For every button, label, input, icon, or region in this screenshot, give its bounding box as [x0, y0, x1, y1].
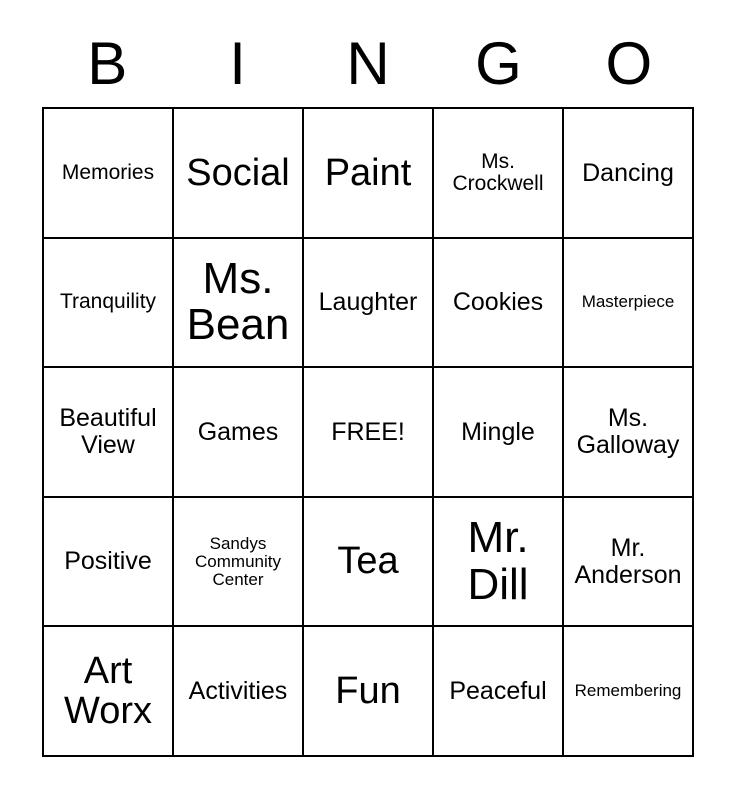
bingo-cell[interactable]: [564, 239, 694, 369]
bingo-cell-label: Ms. Galloway: [576, 404, 680, 459]
bingo-cell[interactable]: [174, 368, 304, 498]
bingo-cell[interactable]: [304, 627, 434, 757]
bingo-cell-free[interactable]: [304, 368, 434, 498]
bingo-cell[interactable]: [304, 239, 434, 369]
bingo-header: [42, 28, 694, 100]
bingo-cell-label: Ms. Bean: [186, 253, 290, 350]
bingo-cell-label: Tranquility: [59, 290, 157, 314]
bingo-cell[interactable]: [434, 627, 564, 757]
bingo-cell[interactable]: [44, 239, 174, 369]
bingo-header-letter-g: G: [475, 30, 522, 97]
bingo-cell-label: Mr. Dill: [467, 512, 529, 609]
bingo-cell[interactable]: [434, 239, 564, 369]
bingo-cell-label: Fun: [335, 670, 401, 713]
bingo-cell[interactable]: [434, 498, 564, 628]
bingo-grid: [42, 107, 694, 757]
bingo-header-letter-o: O: [605, 30, 653, 97]
bingo-cell-label: Peaceful: [449, 676, 547, 705]
bingo-cell-label: Ms. Crockwell: [452, 149, 544, 195]
bingo-header-letter-i: I: [229, 30, 246, 97]
bingo-cell-label: Tea: [337, 540, 399, 583]
bingo-cell[interactable]: [44, 109, 174, 239]
bingo-cell[interactable]: [304, 498, 434, 628]
bingo-cell[interactable]: [434, 368, 564, 498]
bingo-header-letter-b: B: [87, 30, 128, 97]
bingo-cell[interactable]: [44, 627, 174, 757]
bingo-cell-label: Mr. Anderson: [574, 534, 682, 589]
bingo-cell[interactable]: [564, 109, 694, 239]
bingo-cell[interactable]: [564, 498, 694, 628]
bingo-cell[interactable]: [564, 368, 694, 498]
bingo-cell-label: Activities: [188, 676, 288, 705]
bingo-cell-label: Sandys Community Center: [195, 533, 281, 589]
bingo-cell-label: Remembering: [574, 681, 682, 701]
bingo-cell-label: Art Worx: [64, 649, 152, 733]
bingo-cell-label: Memories: [61, 160, 155, 184]
bingo-cell[interactable]: [44, 368, 174, 498]
bingo-cell[interactable]: [174, 239, 304, 369]
bingo-cell[interactable]: [434, 109, 564, 239]
bingo-cell-label: Games: [197, 417, 279, 446]
bingo-cell-label: Positive: [64, 547, 152, 576]
bingo-cell-label: Beautiful View: [59, 404, 157, 459]
bingo-cell-label: Social: [186, 151, 290, 194]
bingo-cell-label: Mingle: [461, 417, 535, 446]
bingo-cell-label: Paint: [324, 151, 412, 194]
bingo-cell-label: Dancing: [582, 158, 674, 187]
bingo-cell[interactable]: [44, 498, 174, 628]
bingo-cell[interactable]: [174, 498, 304, 628]
bingo-cell-label: FREE!: [331, 417, 405, 446]
bingo-cell[interactable]: [304, 109, 434, 239]
bingo-cell[interactable]: [174, 627, 304, 757]
bingo-cell-label: Cookies: [452, 288, 544, 317]
bingo-cell[interactable]: [174, 109, 304, 239]
bingo-cell-label: Masterpiece: [581, 292, 675, 312]
bingo-cell[interactable]: [564, 627, 694, 757]
bingo-cell-label: Laughter: [318, 288, 418, 317]
bingo-header-letter-n: N: [346, 30, 390, 97]
